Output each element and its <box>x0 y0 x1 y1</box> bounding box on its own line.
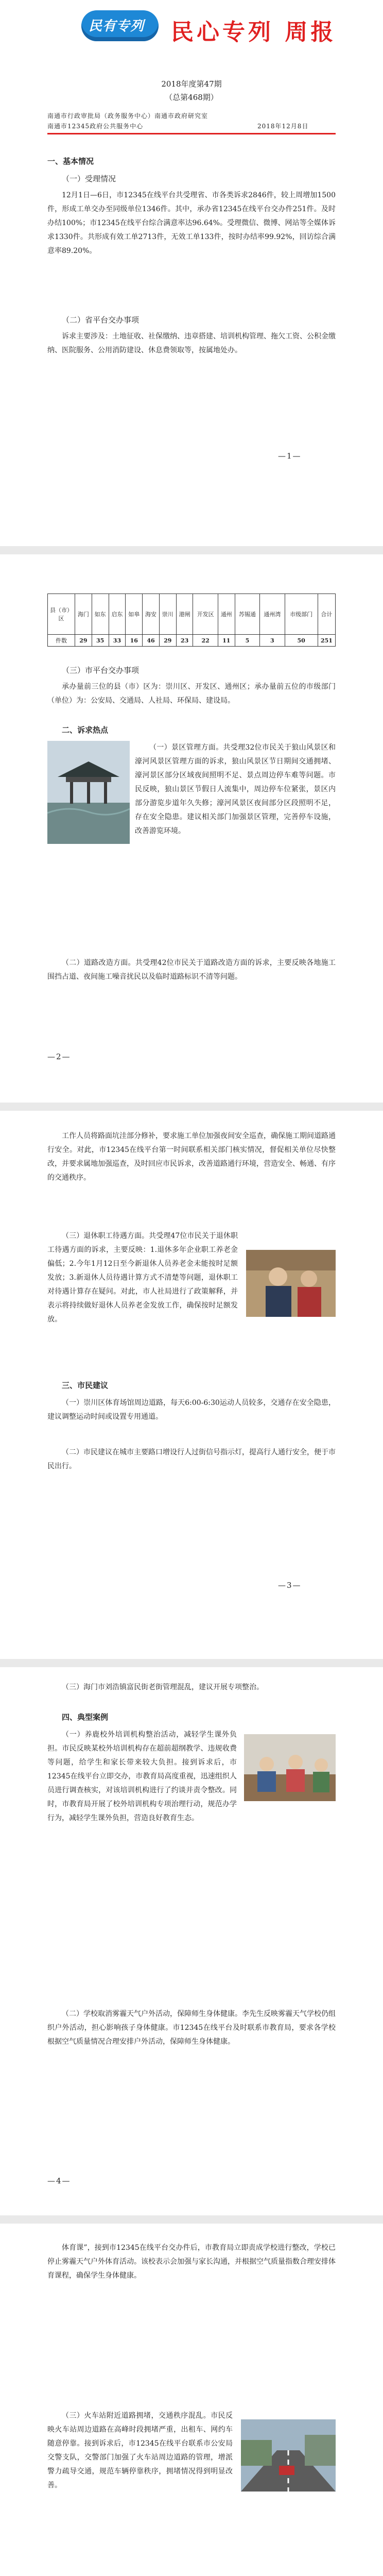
paragraph: （三）退休职工待遇方面。共受理47位市民关于退休职工待遇方面的诉求，主要反映：1.退休多年企业职工养老金偏低；2.今年1月12日至今新退休人员养老金未能按时足额发放；3.新退休人员待遇计算方式不清楚等问题，退休职工对待遇计算存在疑问。对此，市人社局进行了政策解释，并表示将持续做好退休人员养老金发放工作，确保按时足额发放。 <box>47 1232 238 1324</box>
page-3 <box>0 1111 383 1659</box>
page-number: —4— <box>47 2176 71 2185</box>
section-heading: 二、诉求热点 <box>62 725 109 735</box>
table-header-cell: 通州湾 <box>260 594 285 635</box>
page-4 <box>0 1667 383 2215</box>
table-cell: 3 <box>260 635 285 647</box>
table-header-cell: 合计 <box>318 594 335 635</box>
table-header-cell: 市级部门 <box>285 594 318 635</box>
page-1 <box>0 0 383 546</box>
elderly-photo <box>246 1250 336 1317</box>
brand-logo <box>81 10 159 41</box>
page-gap <box>0 1659 383 1667</box>
page-gap <box>0 1103 383 1111</box>
table-cell: 29 <box>75 635 92 647</box>
table-cell: 29 <box>159 635 176 647</box>
paragraph: （二）道路改造方面。共受理42位市民关于道路改造方面的诉求，主要反映各地施工围挡占道、夜间施工噪音扰民以及临时道路标识不清等问题。 <box>47 959 336 981</box>
paragraph: 工作人员将路面坑洼部分修补，要求施工单位加强夜间安全巡查，确保施工期间道路通行安全。对此，市12345在线平台第一时间联系相关部门核实情况，督促相关单位尽快整改，并要求属地加强巡查，及时回应市民诉求，改善道路通行环境，营造安全、畅通、有序的交通秩序。 <box>47 1132 336 1182</box>
pavilion-photo <box>47 741 130 844</box>
paragraph: （三）火车站附近道路拥堵，交通秩序混乱。市民反映火车站周边道路在高峰时段拥堵严重，出租车、网约车随意停靠。接到诉求后，市12345在线平台联系市公安局交警支队，交警部门加强了火车站周边道路的管理，增派警力疏导交通，规范车辆停靠秩序，拥堵情况得到明显改善。 <box>47 2412 233 2489</box>
table-cell: 33 <box>109 635 126 647</box>
paragraph: （一）景区管理方面。共受理32位市民关于狼山风景区和濠河风景区管理方面的诉求，狼山风景区节日期间交通拥堵、濠河景区部分区域夜间照明不足、景点周边停车难等问题。市民反映，狼山景区节假日人流集中，周边停车位紧张，景区内部分游览步道年久失修；濠河风景区夜间部分区段照明不足，存在安全隐患。建议相关部门加强景区管理，完善停车设施，改善游览环境。 <box>135 743 336 835</box>
table-cell: 251 <box>318 635 335 647</box>
table-cell: 16 <box>126 635 143 647</box>
classroom-photo <box>244 1734 336 1801</box>
table-header-cell: 县（市）区 <box>48 594 75 635</box>
page-number: —2— <box>47 1052 71 1061</box>
publish-date: 2018年12月8日 <box>257 123 309 130</box>
paragraph: 诉求主要涉及：土地征收、社保缴纳、违章搭建、培训机构管理、拖欠工资、公积金缴纳、医院服务、公用消防建设、休息费领取等，按属地处办。 <box>47 332 336 354</box>
paragraph: 12月1日—6日，市12345在线平台共受理省、市各类诉求2846件，较上周增加1500件，形成工单交办至同级单位1346件。其中，承办省12345在线平台交办件251件。及时办结100%；市12345在线平台综合满意率达96.64%。受理微信、微博、网站等全媒体诉求1330件。共形成有效工单2713件，无效工单133件，按时办结率99.92%，回访综合满意率89.20%。 <box>47 191 336 255</box>
masthead <box>0 0 383 61</box>
table-header-cell: 港闸 <box>176 594 193 635</box>
table-header-cell: 苏锡通 <box>235 594 259 635</box>
table-header-cell: 启东 <box>109 594 126 635</box>
table-cell: 5 <box>235 635 259 647</box>
table-header-cell: 海门 <box>75 594 92 635</box>
header-divider <box>47 133 336 134</box>
paragraph: 承办量前三位的县（市）区为：崇川区、开发区、通州区；承办量前五位的市级部门（单位）为：公安局、交通局、人社局、环保局、建设局。 <box>47 683 336 705</box>
logo-text: 民有专列 <box>89 19 145 34</box>
table-cell: 35 <box>92 635 109 647</box>
issue-total: （总第468期） <box>165 93 218 102</box>
paragraph: （二）学校取消雾霾天气户外活动，保障师生身体健康。李先生反映雾霾天气学校仍组织户外活动，担心影响孩子身体健康。市12345在线平台及时联系市教育局，要求各学校根据空气质量情况合理安排户外活动，保障师生身体健康。 <box>47 2010 336 2046</box>
paragraph: （二）市民建议在城市主要路口增设行人过街信号指示灯，提高行人通行安全，便于市民出行。 <box>47 1448 336 1470</box>
page-gap <box>0 546 383 554</box>
page-number: —3— <box>278 1581 302 1590</box>
section-heading: 四、典型案例 <box>62 1713 109 1722</box>
table-row-label: 件数 <box>48 635 75 647</box>
table-cell: 23 <box>176 635 193 647</box>
table-row <box>48 635 336 647</box>
subsection-heading: （三）市平台交办事项 <box>62 666 140 675</box>
sponsor-line-1: 南通市行政审批局（政务服务中心）南通市政府研究室 <box>47 112 208 120</box>
table-cell: 11 <box>218 635 235 647</box>
section-heading: 三、市民建议 <box>62 1381 109 1390</box>
table-header-cell: 海安 <box>143 594 160 635</box>
page-2 <box>0 554 383 1103</box>
table-cell: 50 <box>285 635 318 647</box>
page-5 <box>0 2224 383 2576</box>
table-header-cell: 通州 <box>218 594 235 635</box>
subsection-heading: （二）省平台交办事项 <box>62 315 140 325</box>
paragraph: （一）养鹿校外培训机构整治活动，减轻学生课外负担。市民反映某校外培训机构存在超前超纲教学、违规收费等问题，给学生和家长带来较大负担。接到诉求后，市12345在线平台立即交办，市教育局高度重视，迅速组织人员进行调查核实，对该培训机构进行了约谈并责令整改。同时，市教育局开展了校外培训机构专项治理行动，规范办学行为，减轻学生课外负担，营造良好教育生态。 <box>47 1731 237 1822</box>
table-header-cell: 如皋 <box>126 594 143 635</box>
road-photo <box>241 2419 336 2492</box>
table-header-row <box>48 594 336 635</box>
section-heading: 一、基本情况 <box>47 157 94 166</box>
page-title: 民心专列 周报 <box>171 19 337 45</box>
table-header-cell: 崇川 <box>159 594 176 635</box>
paragraph: 体育课”，接到市12345在线平台交办件后，市教育局立即责成学校进行整改，学校已停止雾霾天气户外体育活动。该校表示会加强与家长沟通，并根据空气质量指数合理安排体育课程，确保学生身体健康。 <box>47 2244 336 2280</box>
table-header-cell: 如东 <box>92 594 109 635</box>
table-header-cell: 开发区 <box>193 594 218 635</box>
table-cell: 46 <box>143 635 160 647</box>
page-gap <box>0 2215 383 2224</box>
paragraph: （一）崇川区体育场馆周边道路，每天6:00-6:30运动人员较多，交通存在安全隐患，建议调整运动时间或设置专用通道。 <box>47 1399 336 1421</box>
page-number: —1— <box>278 451 302 461</box>
issue-line: 2018年度第47期 <box>161 79 222 89</box>
subsection-heading: （一）受理情况 <box>62 174 116 183</box>
statistics-table <box>47 594 336 647</box>
sponsor-line-2: 南通市12345政府公共服务中心 <box>47 123 144 130</box>
table-cell: 22 <box>193 635 218 647</box>
paragraph: （三）海门市刘浩镇富民街老街管理混乱，建议开展专项整治。 <box>62 1683 264 1691</box>
